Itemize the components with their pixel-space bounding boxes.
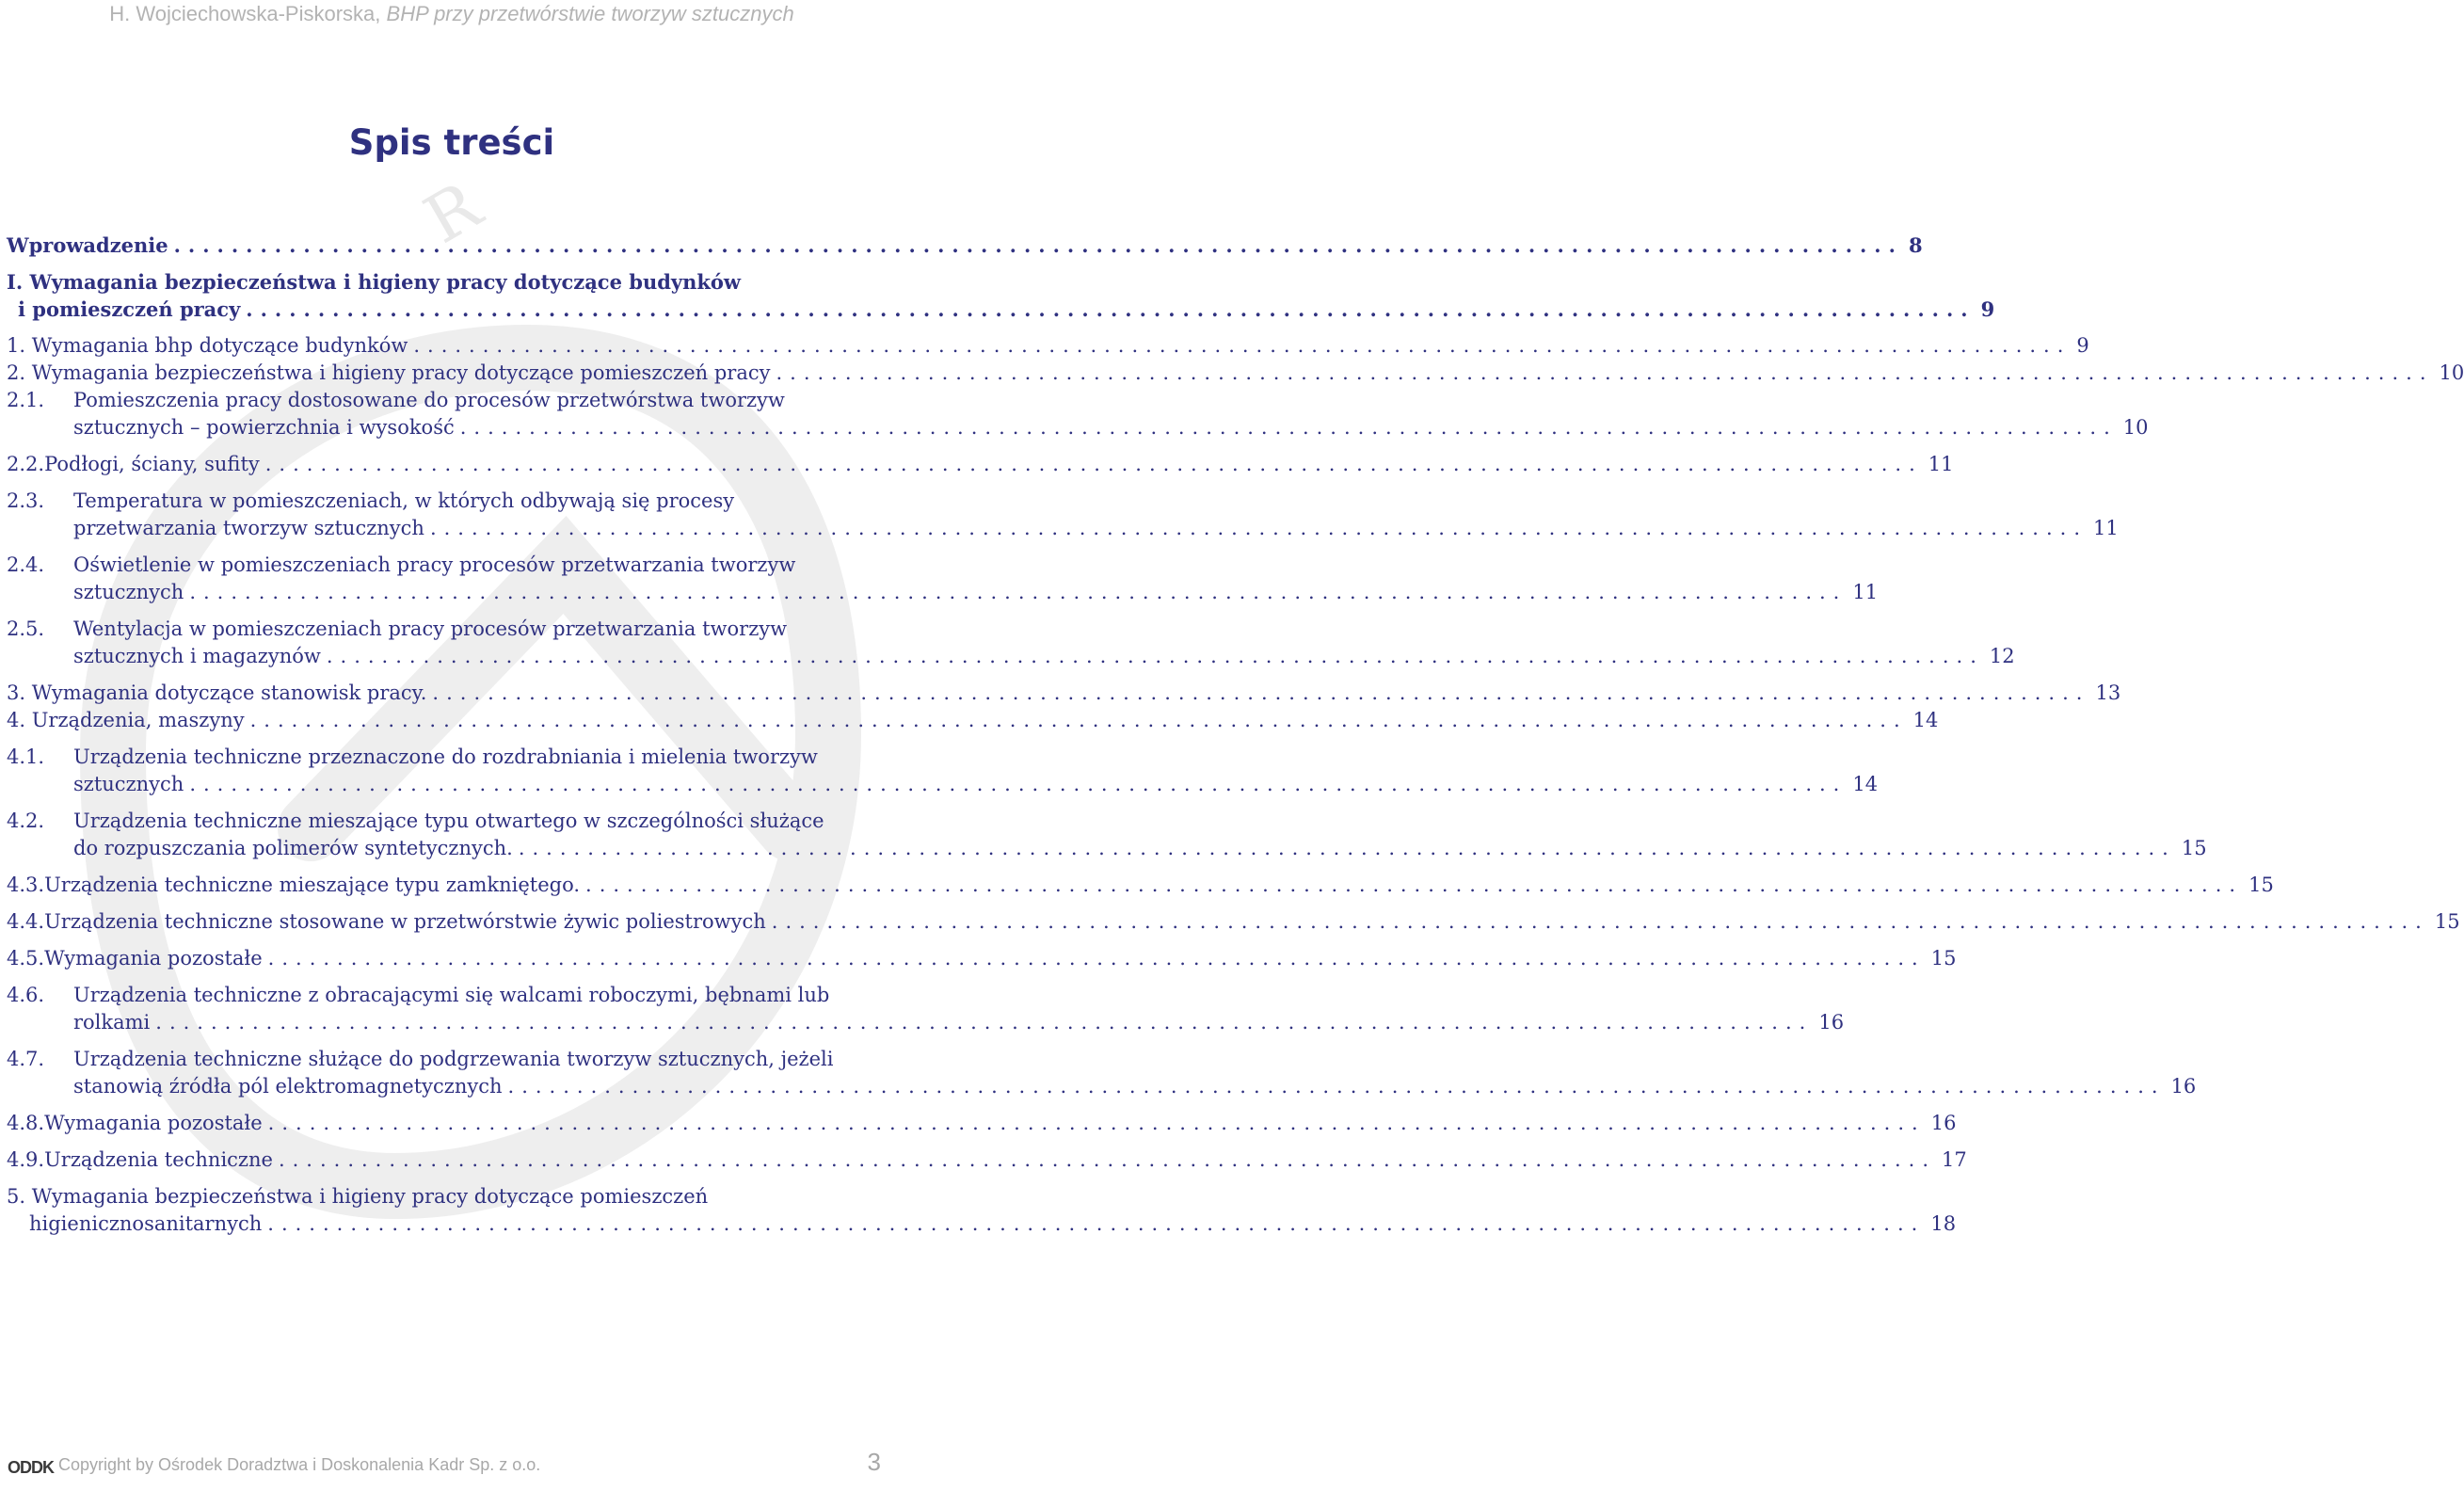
dot-leader: ........................................................................................................................ <box>264 453 1923 475</box>
toc-entry-text: 5. Wymagania bezpieczeństwa i higieny pracy dotyczące pomieszczeń <box>7 1185 709 1208</box>
dot-leader: ........................................................................................................................ <box>155 1011 1814 1034</box>
toc-entry-text: Wymagania pozostałe <box>44 1112 263 1134</box>
toc-entry-text: Wentylacja w pomieszczeniach pracy procesów przetwarzania tworzyw <box>73 617 788 640</box>
toc-entry-page: 9 <box>1980 297 1995 321</box>
toc-entry-number: 4.7. <box>7 1048 45 1070</box>
toc-entry-number: 4.8. <box>7 1112 45 1134</box>
toc-entry[interactable] <box>7 360 2464 387</box>
toc-entry-page: 9 <box>2076 334 2089 357</box>
toc-entry-number: 2.2. <box>7 453 45 475</box>
toc-entry-page: 11 <box>1928 453 1954 475</box>
toc-entry-text: Urządzenia techniczne służące do podgrzewania tworzyw sztucznych, jeżeli <box>73 1048 834 1070</box>
toc-entry[interactable] <box>7 552 1879 606</box>
toc-entry[interactable] <box>7 945 1957 972</box>
toc-entry-page: 15 <box>2181 837 2207 859</box>
toc-entry-text: Urządzenia techniczne mieszające typu otwartego w szczególności służące <box>73 810 824 832</box>
dot-leader: ........................................................................................................................ <box>507 1075 2166 1098</box>
dot-leader: ........................................................................................................................ <box>267 947 1926 970</box>
toc-entry-text: sztucznych <box>73 581 184 603</box>
toc-entry-text: sztucznych i magazynów <box>73 645 321 667</box>
toc-entry-text: stanowią źródła pól elektromagnetycznych <box>73 1075 503 1098</box>
toc-entry-page: 10 <box>2439 361 2464 384</box>
toc-entry[interactable] <box>7 1046 2197 1100</box>
dot-leader: ........................................................................................................................ <box>173 233 1903 257</box>
toc-entry-page: 17 <box>1942 1148 1967 1171</box>
toc-entry-page: 12 <box>1989 645 2015 667</box>
toc-entry-text: 1. Wymagania bhp dotyczące budynków <box>7 334 408 357</box>
header-author: H. Wojciechowska-Piskorska, <box>109 2 381 25</box>
toc-entry-text: Urządzenia techniczne stosowane w przetwórstwie żywic poliestrowych <box>44 910 766 933</box>
dot-leader: ........................................................................................................................ <box>267 1112 1926 1134</box>
dot-leader: ........................................................................................................................ <box>429 517 2088 539</box>
dot-leader: ........................................................................................................................ <box>771 910 2429 933</box>
dot-leader: ........................................................................................................................ <box>432 681 2090 704</box>
running-header <box>0 0 904 28</box>
toc-entry-text: Urządzenia techniczne przeznaczone do rozdrabniania i mielenia tworzyw <box>73 745 818 768</box>
dot-leader: ........................................................................................................................ <box>776 361 2434 384</box>
toc-entry-page: 16 <box>1818 1011 1845 1034</box>
toc-entry-number: 4.5. <box>7 947 45 970</box>
toc-entry[interactable] <box>7 707 1939 734</box>
toc-entry-page: 15 <box>2434 910 2460 933</box>
toc-entry-text: 4. Urządzenia, maszyny <box>7 709 245 731</box>
copyright-text: Copyright by Ośrodek Doradztwa i Doskonalenia Kadr Sp. z o.o. <box>58 1455 541 1474</box>
dot-leader: ........................................................................................................................ <box>585 874 2244 896</box>
toc-entry-text: sztucznych – powierzchnia i wysokość <box>73 416 455 439</box>
toc-entry-text: do rozpuszczania polimerów syntetycznych. <box>73 837 513 859</box>
toc-entry-number: 4.2. <box>7 810 45 832</box>
toc-entry-text: Oświetlenie w pomieszczeniach pracy procesów przetwarzania tworzyw <box>73 553 796 576</box>
toc-entry-page: 11 <box>2093 517 2119 539</box>
toc-entry-number: 2.5. <box>7 617 45 640</box>
dot-leader: ........................................................................................................................ <box>459 416 2118 439</box>
toc-entry[interactable] <box>7 268 1995 323</box>
toc-entry[interactable] <box>7 332 2089 360</box>
toc-entry-text: Urządzenia techniczne mieszające typu zamkniętego. <box>44 874 581 896</box>
toc-entry[interactable] <box>7 451 1954 478</box>
toc-entry-text: Urządzenia techniczne z obracającymi się walcami roboczymi, bębnami lub <box>73 984 830 1006</box>
toc-entry-number: 4.1. <box>7 745 45 768</box>
toc-entry-text: Temperatura w pomieszczeniach, w których odbywają się procesy <box>73 489 735 512</box>
toc-entry-page: 15 <box>1930 947 1957 970</box>
toc-entry[interactable] <box>7 1146 1967 1174</box>
toc-entry-text: Urządzenia techniczne <box>44 1148 273 1171</box>
toc-entry[interactable] <box>7 616 2015 670</box>
toc-entry-text: Pomieszczenia pracy dostosowane do procesów przetwórstwa tworzyw <box>73 389 785 411</box>
toc-entry-number: 4.4. <box>7 910 45 933</box>
toc-entry-page: 16 <box>1930 1112 1957 1134</box>
toc-entry-text: Podłogi, ściany, sufity <box>44 453 260 475</box>
toc-entry[interactable] <box>7 872 2274 899</box>
toc-entry-page: 10 <box>2122 416 2149 439</box>
toc-entry-number: 4.6. <box>7 984 45 1006</box>
toc-entry[interactable] <box>7 982 1845 1036</box>
toc-entry-text: i pomieszczeń pracy <box>18 297 241 321</box>
toc-entry-number: 2.4. <box>7 553 45 576</box>
toc-entry-page: 8 <box>1908 233 1923 257</box>
toc-entry-number: 2.1. <box>7 389 45 411</box>
toc-entry[interactable] <box>7 1183 1957 1238</box>
toc-entry[interactable] <box>7 387 2149 441</box>
publisher-logo: ODDK <box>8 1458 54 1477</box>
page-title: Spis treści <box>348 122 555 163</box>
toc-entry-page: 15 <box>2248 874 2274 896</box>
toc-entry-page: 18 <box>1930 1212 1957 1235</box>
page-number: 3 <box>867 1448 881 1476</box>
header-book-title: BHP przy przetwórstwie tworzyw sztucznych <box>386 2 794 25</box>
toc-entry-text: 3. Wymagania dotyczące stanowisk pracy. <box>7 681 427 704</box>
toc-entry-number: 2.3. <box>7 489 45 512</box>
toc-entry-page: 16 <box>2170 1075 2197 1098</box>
toc-entry[interactable] <box>7 680 2121 707</box>
toc-entry-text: I. Wymagania bezpieczeństwa i higieny pracy dotyczące budynków <box>7 270 742 294</box>
dot-leader: ........................................................................................................................ <box>246 297 1976 321</box>
dot-leader: ........................................................................................................................ <box>267 1212 1926 1235</box>
table-of-contents <box>7 232 2464 1247</box>
toc-entry-text: higienicznosanitarnych <box>29 1212 263 1235</box>
toc-entry-page: 14 <box>1912 709 1939 731</box>
toc-entry[interactable] <box>7 232 1923 259</box>
dot-leader: ........................................................................................................................ <box>326 645 1984 667</box>
dot-leader: ........................................................................................................................ <box>278 1148 1936 1171</box>
toc-entry[interactable] <box>7 808 2207 862</box>
toc-entry-page: 14 <box>1852 773 1879 795</box>
dot-leader: ........................................................................................................................ <box>518 837 2176 859</box>
toc-entry[interactable] <box>7 488 2119 542</box>
toc-entry-page: 13 <box>2095 681 2121 704</box>
svg-text:R: R <box>411 167 494 259</box>
dot-leader: ........................................................................................................................ <box>189 581 1848 603</box>
toc-entry-text: Wymagania pozostałe <box>44 947 263 970</box>
dot-leader: ........................................................................................................................ <box>189 773 1848 795</box>
dot-leader: ........................................................................................................................ <box>249 709 1908 731</box>
toc-entry[interactable] <box>7 908 2460 936</box>
toc-entry-text: 2. Wymagania bezpieczeństwa i higieny pracy dotyczące pomieszczeń pracy <box>7 361 771 384</box>
toc-entry[interactable] <box>7 1110 1957 1137</box>
toc-entry-number: 4.3. <box>7 874 45 896</box>
toc-entry-text: rolkami <box>73 1011 151 1034</box>
toc-entry-number: 4.9. <box>7 1148 45 1171</box>
toc-entry-text: sztucznych <box>73 773 184 795</box>
toc-entry-text: Wprowadzenie <box>7 233 168 257</box>
toc-entry-page: 11 <box>1852 581 1879 603</box>
dot-leader: ........................................................................................................................ <box>413 334 2072 357</box>
toc-entry-text: przetwarzania tworzyw sztucznych <box>73 517 424 539</box>
toc-entry[interactable] <box>7 744 1879 798</box>
page-footer <box>0 1446 904 1483</box>
